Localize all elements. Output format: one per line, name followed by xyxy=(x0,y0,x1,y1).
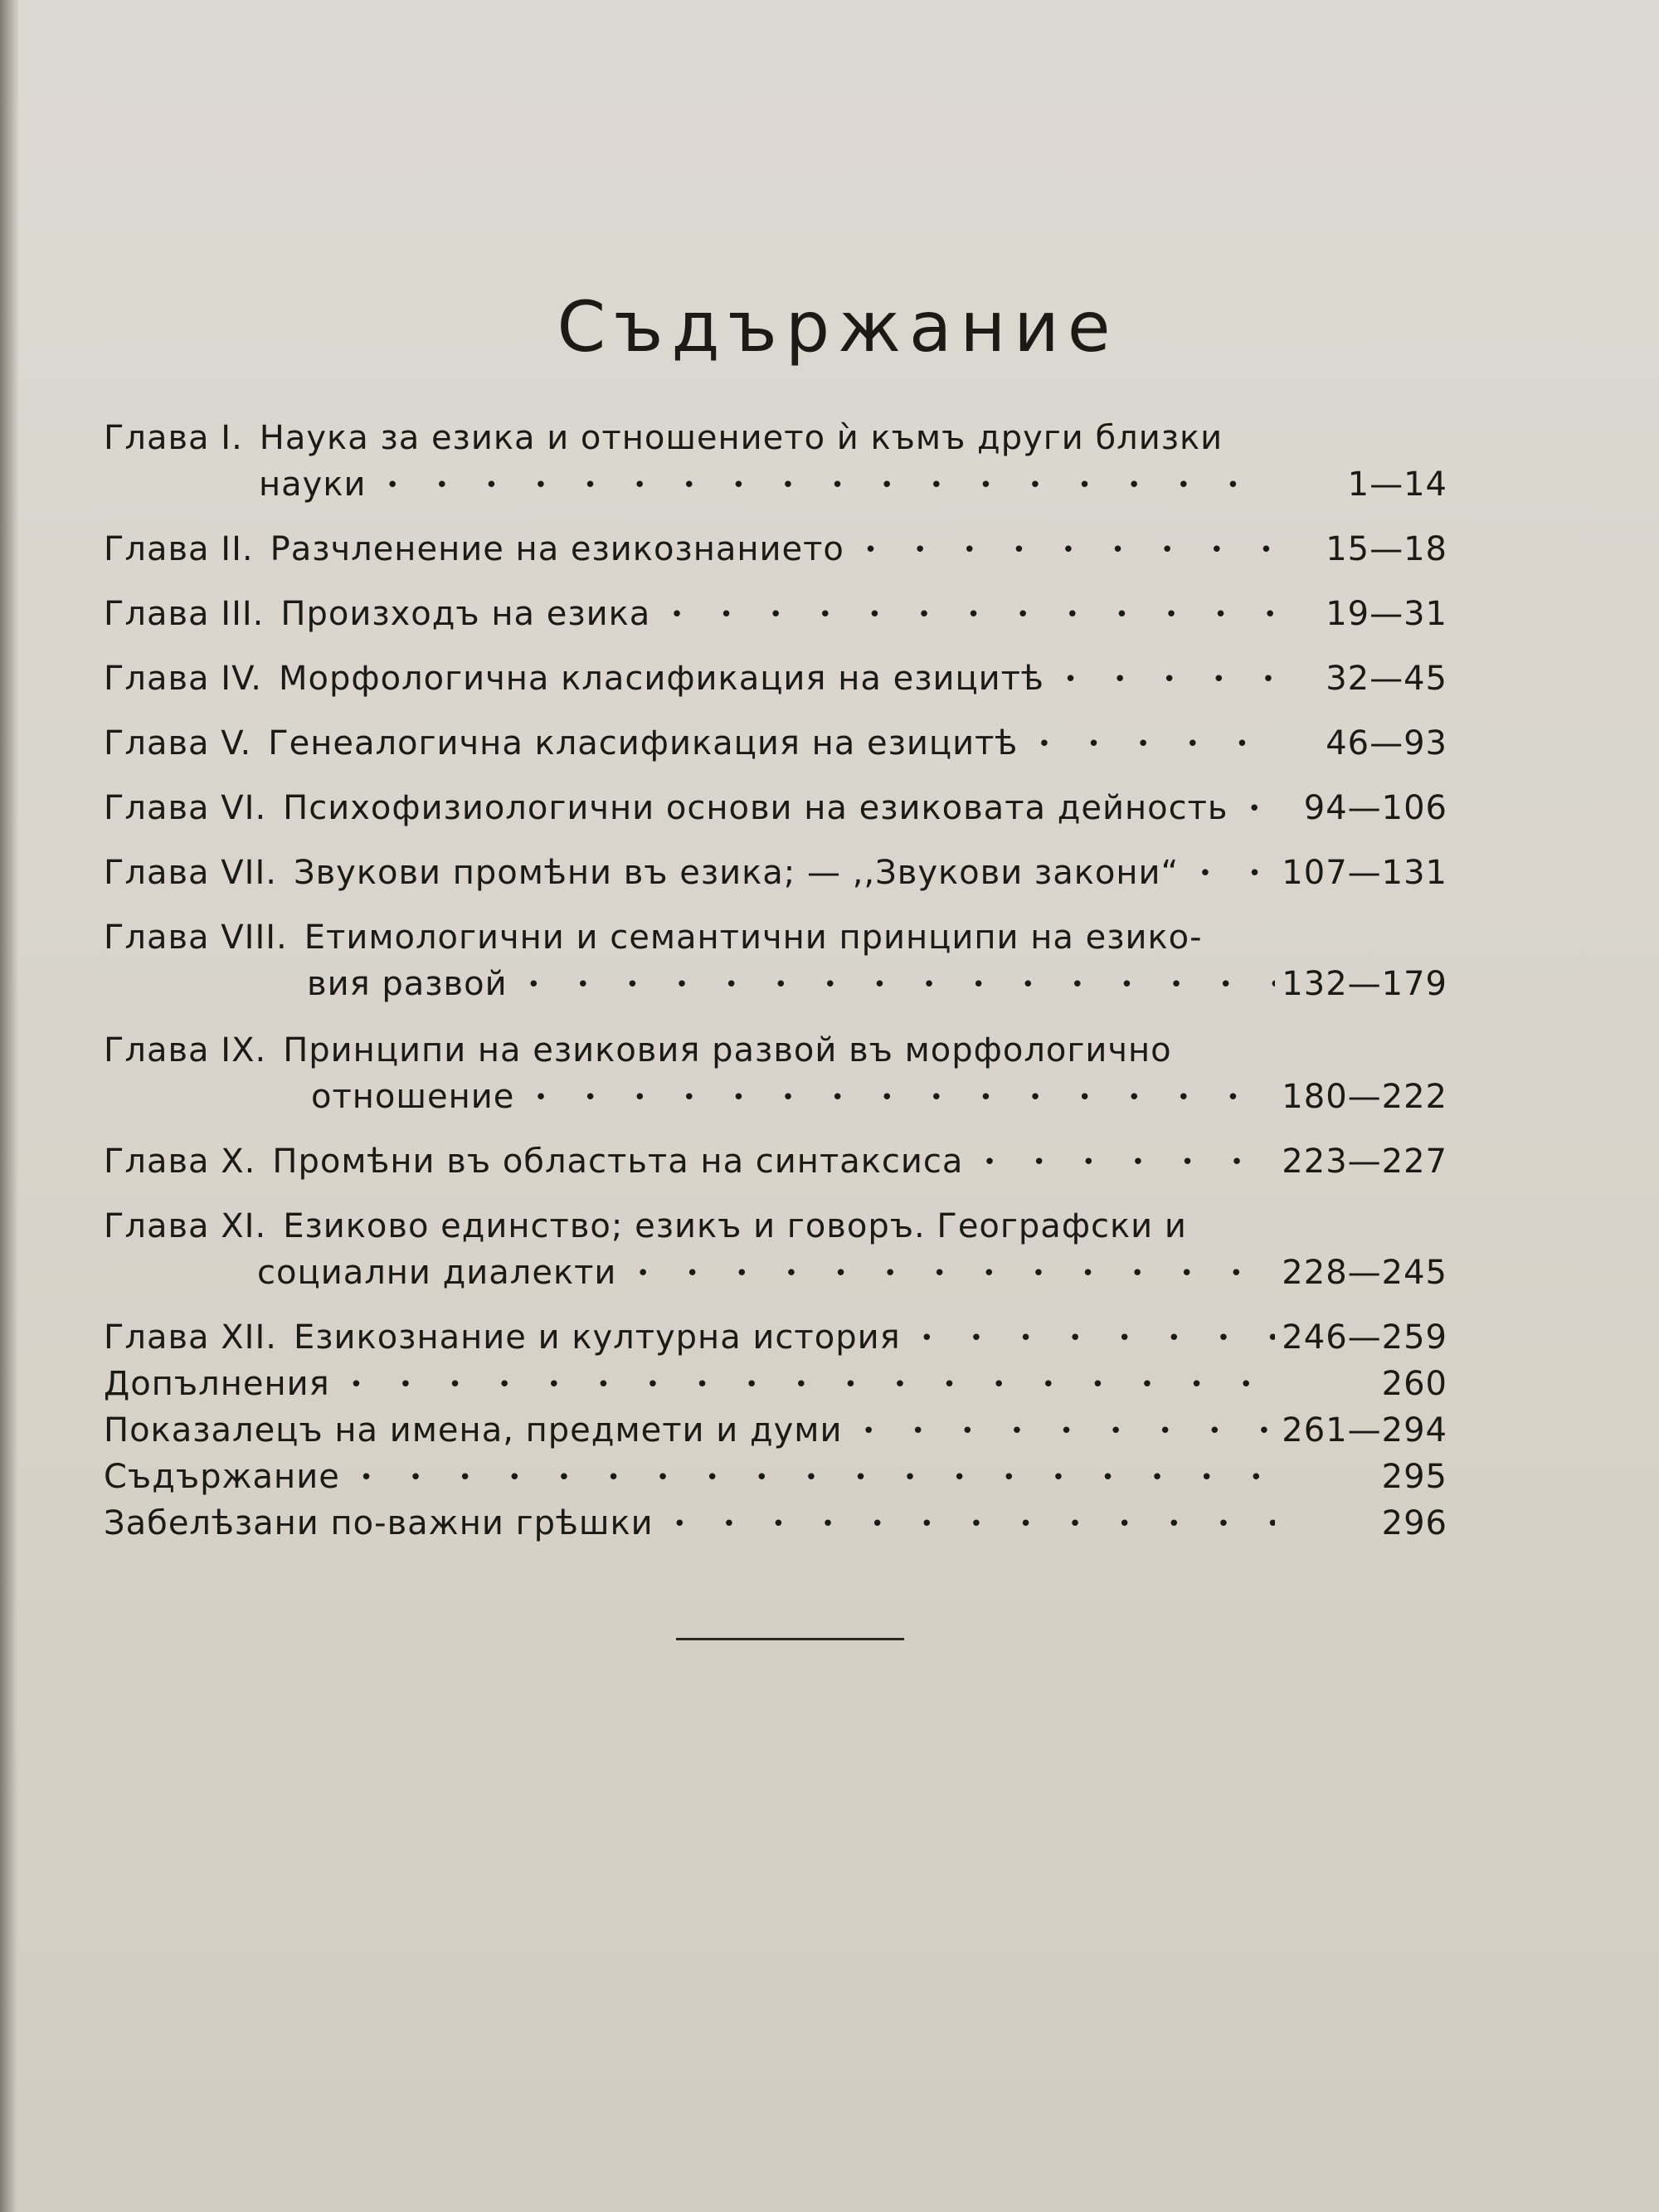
page-range: 19—31 xyxy=(1326,595,1447,633)
dot-leader xyxy=(855,1408,1275,1441)
chapter-title: Генеалогична класификация на езицитѣ xyxy=(268,724,1019,763)
dot-leader xyxy=(528,1074,1275,1108)
chapter-title-cont: вия развой xyxy=(307,965,508,1003)
toc-entry-chapter-7[interactable] xyxy=(104,850,1447,896)
toc-entry-contents[interactable] xyxy=(104,1454,1447,1500)
toc-entry-errata[interactable] xyxy=(104,1500,1447,1547)
toc-entry-index[interactable] xyxy=(104,1407,1447,1454)
chapter-label: Глава III. xyxy=(104,595,265,633)
page-range: 246—259 xyxy=(1282,1318,1447,1357)
chapter-title: Разчленение на езикознанието xyxy=(270,530,844,568)
toc-entry-chapter-3[interactable] xyxy=(104,591,1447,637)
table-of-contents xyxy=(104,415,1447,1646)
toc-entry-chapter-9[interactable] xyxy=(104,1027,1447,1120)
dot-leader xyxy=(1241,786,1275,819)
chapter-label: Глава V. xyxy=(104,724,252,763)
chapter-label: Глава IV. xyxy=(104,660,262,698)
page-range: 296 xyxy=(1381,1504,1447,1542)
dot-leader xyxy=(521,962,1275,995)
chapter-label: Глава XII. xyxy=(104,1318,277,1357)
entry-title: Съдържание xyxy=(104,1458,340,1496)
chapter-title-cont: социални диалекти xyxy=(257,1254,617,1292)
chapter-title: Произходъ на езика xyxy=(280,595,651,633)
chapter-title-cont: науки xyxy=(259,465,367,504)
chapter-label: Глава X. xyxy=(104,1143,256,1181)
toc-entry-addenda[interactable] xyxy=(104,1361,1447,1407)
page-title: Съдържание xyxy=(557,286,1119,368)
page-range: 295 xyxy=(1381,1458,1447,1496)
entry-title: Показалецъ на имена, предмети и думи xyxy=(104,1411,843,1449)
chapter-title: Психофизиологични основи на езиковата дейность xyxy=(283,789,1228,827)
toc-entry-chapter-11[interactable] xyxy=(104,1203,1447,1296)
dot-leader xyxy=(1058,656,1275,689)
chapter-title: Принципи на езиковия развой въ морфологично xyxy=(283,1031,1172,1069)
chapter-title: Наука за езика и отношението ѝ къмъ други близки xyxy=(259,419,1224,457)
chapter-title: Звукови промѣни въ езика; — ,,Звукови закони“ xyxy=(293,854,1180,892)
dot-leader xyxy=(353,1454,1275,1488)
page-range: 223—227 xyxy=(1282,1143,1447,1181)
page-range: 228—245 xyxy=(1282,1254,1447,1292)
chapter-title: Етимологични и семантични принципи на езико- xyxy=(304,918,1203,957)
toc-entry-chapter-2[interactable] xyxy=(104,526,1447,572)
dot-leader xyxy=(667,1501,1275,1534)
page-range: 132—179 xyxy=(1282,965,1447,1003)
toc-entry-chapter-10[interactable] xyxy=(104,1138,1447,1185)
dot-leader xyxy=(914,1315,1275,1348)
toc-entry-chapter-6[interactable] xyxy=(104,785,1447,831)
page-range: 1—14 xyxy=(1347,465,1447,504)
closing-rule xyxy=(676,1638,904,1640)
toc-entry-chapter-4[interactable] xyxy=(104,655,1447,702)
page-range: 32—45 xyxy=(1326,660,1447,698)
entry-title: Допълнения xyxy=(104,1365,330,1403)
chapter-label: Глава VIII. xyxy=(104,918,288,957)
chapter-label: Глава II. xyxy=(104,530,254,568)
chapter-label: Глава I. xyxy=(104,419,243,457)
dot-leader xyxy=(380,462,1276,495)
chapter-title: Езикознание и културна история xyxy=(294,1318,901,1357)
page-range: 260 xyxy=(1381,1365,1447,1403)
toc-entry-chapter-5[interactable] xyxy=(104,720,1447,767)
page-range: 94—106 xyxy=(1303,789,1447,827)
toc-entry-chapter-12[interactable] xyxy=(104,1314,1447,1361)
dot-leader xyxy=(1192,850,1275,884)
chapter-label: Глава VI. xyxy=(104,789,267,827)
page-range: 180—222 xyxy=(1282,1078,1447,1116)
chapter-label: Глава XI. xyxy=(104,1207,267,1245)
dot-leader xyxy=(976,1139,1275,1172)
page-range: 15—18 xyxy=(1326,530,1447,568)
toc-entry-chapter-8[interactable] xyxy=(104,914,1447,1007)
dot-leader xyxy=(664,592,1275,625)
dot-leader xyxy=(630,1250,1275,1284)
chapter-title: Морфологична класификация на езицитѣ xyxy=(279,660,1044,698)
page-range: 107—131 xyxy=(1282,854,1447,892)
page-range: 261—294 xyxy=(1282,1411,1447,1449)
chapter-label: Глава IX. xyxy=(104,1031,267,1069)
chapter-title: Промѣни въ областьта на синтаксиса xyxy=(272,1143,964,1181)
chapter-label: Глава VII. xyxy=(104,854,277,892)
dot-leader xyxy=(858,527,1275,560)
chapter-title-cont: отношение xyxy=(311,1078,515,1116)
dot-leader xyxy=(1031,721,1275,754)
page-range: 46—93 xyxy=(1326,724,1447,763)
toc-entry-chapter-1[interactable] xyxy=(104,415,1447,508)
dot-leader xyxy=(343,1362,1275,1395)
entry-title: Забелѣзани по-важни грѣшки xyxy=(104,1504,654,1542)
chapter-title: Езиково единство; езикъ и говоръ. Географски и xyxy=(283,1207,1187,1245)
